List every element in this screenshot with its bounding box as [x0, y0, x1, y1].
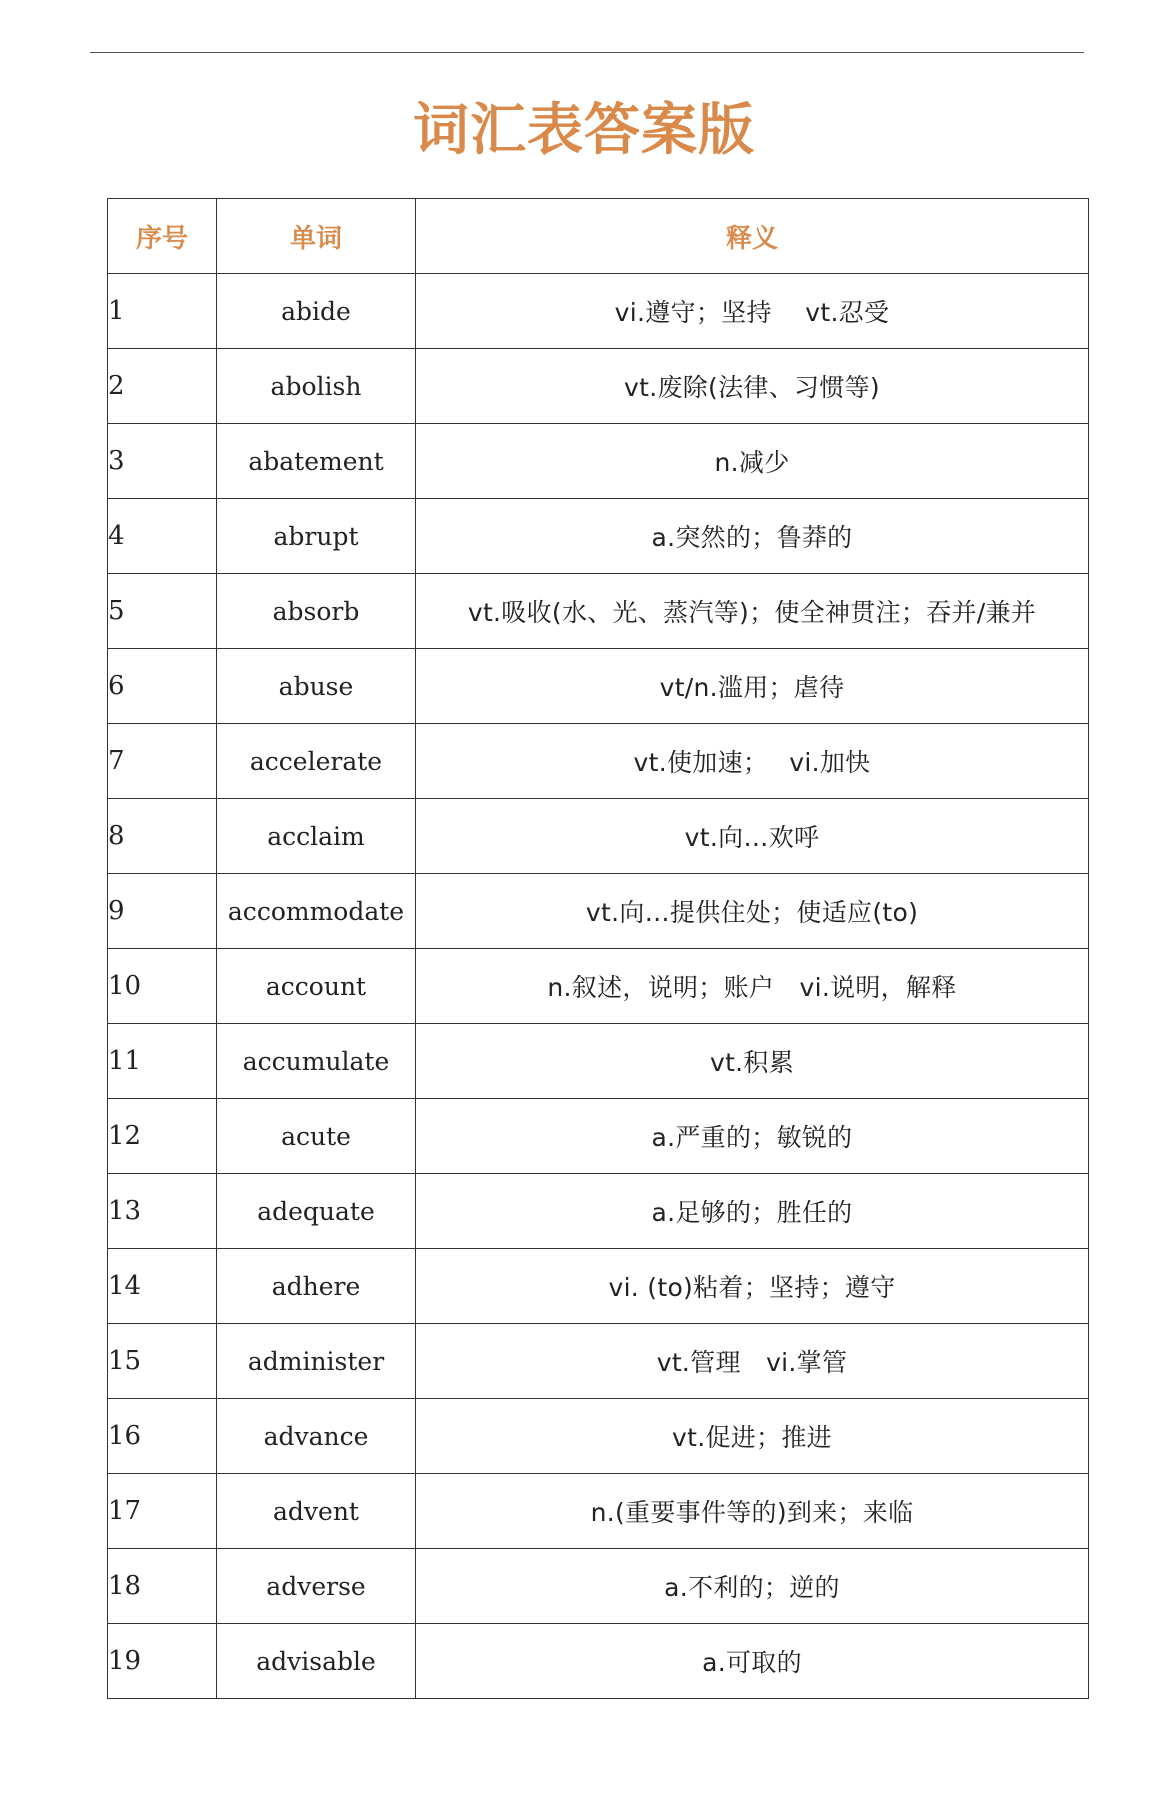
row-definition: vi. (to)粘着；坚持；遵守 [416, 1249, 1089, 1324]
row-word: abatement [217, 424, 416, 499]
row-number: 15 [108, 1324, 217, 1399]
row-definition: vt.向…提供住处；使适应(to) [416, 874, 1089, 949]
table-body [108, 274, 1089, 1699]
row-number: 7 [108, 724, 217, 799]
table-row [108, 1549, 1089, 1624]
row-definition: vi.遵守；坚持 vt.忍受 [416, 274, 1089, 349]
row-number: 16 [108, 1399, 217, 1474]
row-definition: vt/n.滥用；虐待 [416, 649, 1089, 724]
table-row [108, 1174, 1089, 1249]
row-word: abide [217, 274, 416, 349]
row-definition: a.严重的；敏锐的 [416, 1099, 1089, 1174]
row-word: administer [217, 1324, 416, 1399]
row-number: 13 [108, 1174, 217, 1249]
row-word: adverse [217, 1549, 416, 1624]
vocabulary-table [107, 198, 1089, 1699]
row-definition: n.减少 [416, 424, 1089, 499]
table-row [108, 1624, 1089, 1699]
table-row [108, 274, 1089, 349]
row-number: 4 [108, 499, 217, 574]
top-divider [90, 52, 1084, 53]
table-row [108, 574, 1089, 649]
row-definition: vt.管理 vi.掌管 [416, 1324, 1089, 1399]
row-number: 10 [108, 949, 217, 1024]
table-row [108, 1324, 1089, 1399]
row-number: 18 [108, 1549, 217, 1624]
row-number: 9 [108, 874, 217, 949]
table-row [108, 1024, 1089, 1099]
table-row [108, 424, 1089, 499]
row-definition: vt.促进；推进 [416, 1399, 1089, 1474]
row-definition: vt.积累 [416, 1024, 1089, 1099]
row-word: adhere [217, 1249, 416, 1324]
table-row [108, 649, 1089, 724]
row-number: 14 [108, 1249, 217, 1324]
row-number: 12 [108, 1099, 217, 1174]
header-number: 序号 [108, 199, 217, 274]
row-word: acclaim [217, 799, 416, 874]
row-number: 6 [108, 649, 217, 724]
row-word: accumulate [217, 1024, 416, 1099]
row-word: acute [217, 1099, 416, 1174]
row-number: 19 [108, 1624, 217, 1699]
row-number: 5 [108, 574, 217, 649]
row-definition: n.叙述，说明；账户 vi.说明，解释 [416, 949, 1089, 1024]
row-number: 2 [108, 349, 217, 424]
row-word: abrupt [217, 499, 416, 574]
table-row [108, 724, 1089, 799]
document-title: 词汇表答案版 [413, 98, 755, 163]
row-definition: a.足够的；胜任的 [416, 1174, 1089, 1249]
header-word: 单词 [217, 199, 416, 274]
row-word: abuse [217, 649, 416, 724]
row-word: absorb [217, 574, 416, 649]
table-row [108, 874, 1089, 949]
row-definition: a.突然的；鲁莽的 [416, 499, 1089, 574]
table-header-row [108, 199, 1089, 274]
table-row [108, 1099, 1089, 1174]
row-number: 3 [108, 424, 217, 499]
table-row [108, 349, 1089, 424]
row-word: abolish [217, 349, 416, 424]
row-number: 1 [108, 274, 217, 349]
row-word: accelerate [217, 724, 416, 799]
row-word: accommodate [217, 874, 416, 949]
table-row [108, 799, 1089, 874]
header-definition: 释义 [416, 199, 1089, 274]
row-definition: vt.使加速； vi.加快 [416, 724, 1089, 799]
row-definition: a.可取的 [416, 1624, 1089, 1699]
row-number: 17 [108, 1474, 217, 1549]
row-word: advance [217, 1399, 416, 1474]
row-definition: a.不利的；逆的 [416, 1549, 1089, 1624]
row-word: advisable [217, 1624, 416, 1699]
row-word: adequate [217, 1174, 416, 1249]
row-definition: vt.废除(法律、习惯等) [416, 349, 1089, 424]
row-definition: vt.向…欢呼 [416, 799, 1089, 874]
table-row [108, 949, 1089, 1024]
row-definition: n.(重要事件等的)到来；来临 [416, 1474, 1089, 1549]
table-row [108, 1249, 1089, 1324]
table-row [108, 1474, 1089, 1549]
row-number: 8 [108, 799, 217, 874]
row-definition: vt.吸收(水、光、蒸汽等)；使全神贯注；吞并/兼并 [416, 574, 1089, 649]
row-word: account [217, 949, 416, 1024]
table-row [108, 499, 1089, 574]
row-number: 11 [108, 1024, 217, 1099]
row-word: advent [217, 1474, 416, 1549]
table-row [108, 1399, 1089, 1474]
